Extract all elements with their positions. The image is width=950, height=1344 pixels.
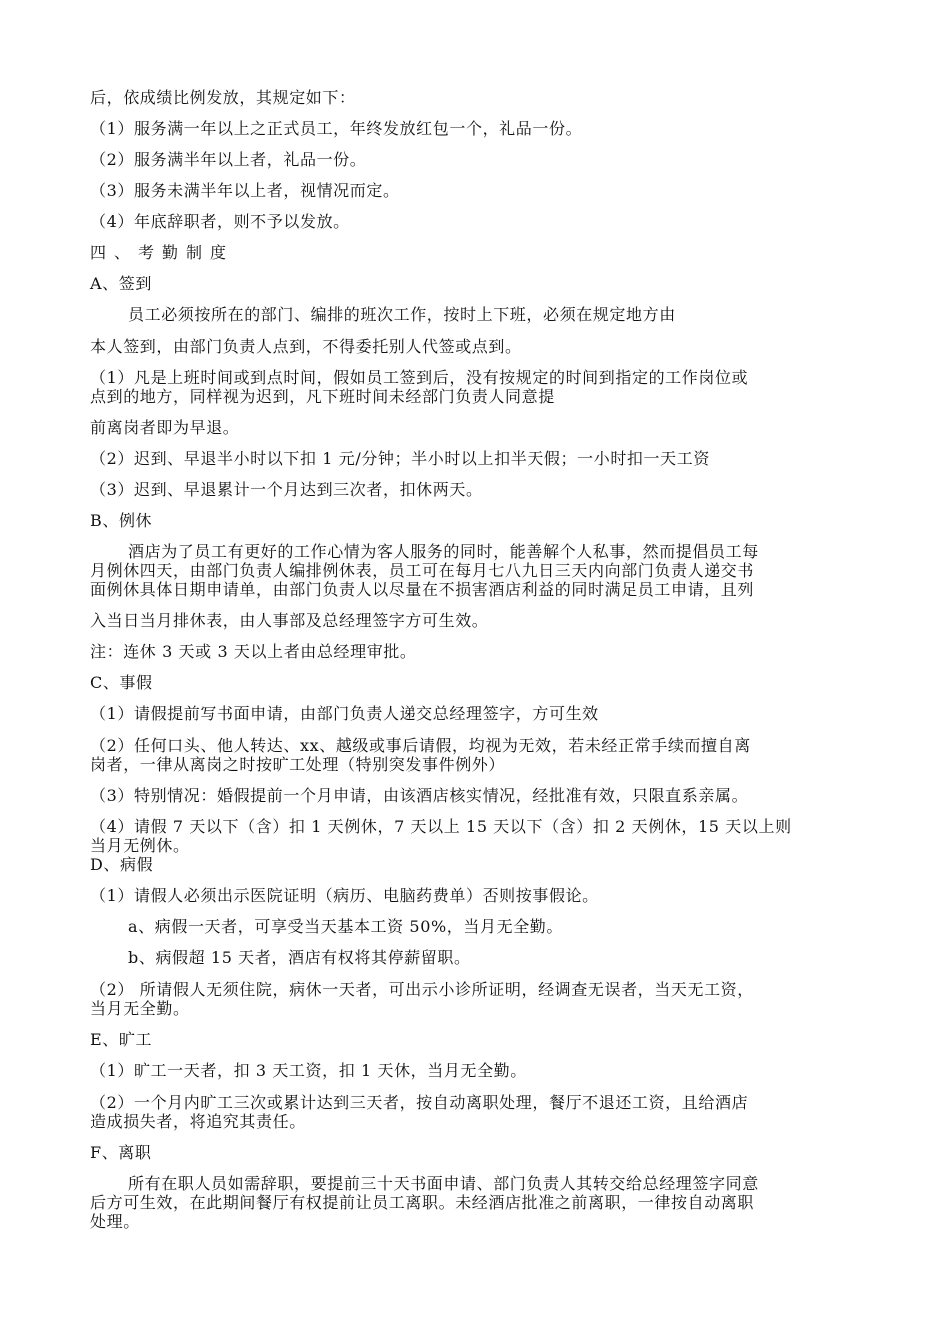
subsection-heading: B、例休 (90, 511, 153, 530)
text-line: 点到的地方，同样视为迟到，凡下班时间未经部门负责人同意提 (90, 387, 555, 406)
paragraph-line: 处理。 (90, 1212, 140, 1231)
paragraph-line: 后方可生效，在此期间餐厅有权提前让员工离职。未经酒店批准之前离职，一律按自动离职 (90, 1193, 755, 1212)
paragraph-line: 面例休具体日期申请单，由部门负责人以尽量在不损害酒店利益的同时满足员工申请，且列 (90, 580, 755, 599)
subsection-heading: F、离职 (90, 1143, 152, 1162)
text-line: （2）迟到、早退半小时以下扣 1 元/分钟；半小时以上扣半天假；一小时扣一天工资 (90, 449, 710, 468)
paragraph-line: 酒店为了员工有更好的工作心情为客人服务的同时，能善解个人私事，然而提倡员工每 (128, 542, 759, 561)
text-line: （2） 所请假人无须住院，病休一天者，可出示小诊所证明，经调查无误者，当天无工资， (90, 980, 754, 999)
text-line: 当月无全勤。 (90, 999, 190, 1018)
text-line: 造成损失者，将追究其责任。 (90, 1112, 306, 1131)
paragraph-line: 员工必须按所在的部门、编排的班次工作，按时上下班，必须在规定地方由 (128, 305, 676, 324)
section-heading: 四、考勤制度 (90, 243, 235, 262)
text-line: （1）旷工一天者，扣 3 天工资，扣 1 天休，当月无全勤。 (90, 1061, 527, 1080)
subsection-heading: D、病假 (90, 855, 154, 874)
paragraph-line: 所有在职人员如需辞职，要提前三十天书面申请、部门负责人其转交给总经理签字同意 (128, 1174, 759, 1193)
note-line: 注：连休 3 天或 3 天以上者由总经理审批。 (90, 642, 417, 661)
subsection-heading: E、旷工 (90, 1030, 153, 1049)
text-line: （2）服务满半年以上者，礼品一份。 (90, 150, 367, 169)
text-line: 前离岗者即为早退。 (90, 418, 240, 437)
sub-item-line: b、病假超 15 天者，酒店有权将其停薪留职。 (128, 948, 471, 967)
text-line: （4）请假 7 天以下（含）扣 1 天例休，7 天以上 15 天以下（含）扣 2 天例休，15 天以上则 (90, 817, 792, 836)
text-line: （1）请假人必须出示医院证明（病历、电脑药费单）否则按事假论。 (90, 886, 599, 905)
text-line: 岗者，一律从离岗之时按旷工处理（特别突发事件例外） (90, 755, 506, 774)
paragraph-line: 入当日当月排休表，由人事部及总经理签字方可生效。 (90, 611, 489, 630)
text-line: （3）特别情况：婚假提前一个月申请，由该酒店核实情况，经批准有效，只限直系亲属。 (90, 786, 749, 805)
text-line: （4）年底辞职者，则不予以发放。 (90, 212, 350, 231)
text-line: （3）迟到、早退累计一个月达到三次者，扣休两天。 (90, 480, 483, 499)
subsection-heading: C、事假 (90, 673, 153, 692)
text-line: （2）一个月内旷工三次或累计达到三天者，按自动离职处理，餐厅不退还工资，且给酒店 (90, 1093, 749, 1112)
paragraph-line: 月例休四天，由部门负责人编排例休表，员工可在每月七八九日三天内向部门负责人递交书 (90, 561, 755, 580)
subsection-heading: A、签到 (90, 274, 152, 293)
text-line: 后，依成绩比例发放，其规定如下： (90, 88, 356, 107)
text-line: （1）请假提前写书面申请，由部门负责人递交总经理签字，方可生效 (90, 704, 599, 723)
sub-item-line: a、病假一天者，可享受当天基本工资 50%，当月无全勤。 (128, 917, 563, 936)
paragraph-line: 本人签到，由部门负责人点到，不得委托别人代签或点到。 (90, 337, 522, 356)
text-line: （2）任何口头、他人转达、xx、越级或事后请假，均视为无效，若未经正常手续而擅自离 (90, 736, 751, 755)
text-line: （1）服务满一年以上之正式员工，年终发放红包一个，礼品一份。 (90, 119, 583, 138)
text-line: （1）凡是上班时间或到点时间，假如员工签到后，没有按规定的时间到指定的工作岗位或 (90, 368, 749, 387)
text-line: 当月无例休。 (90, 836, 190, 855)
text-line: （3）服务未满半年以上者，视情况而定。 (90, 181, 400, 200)
